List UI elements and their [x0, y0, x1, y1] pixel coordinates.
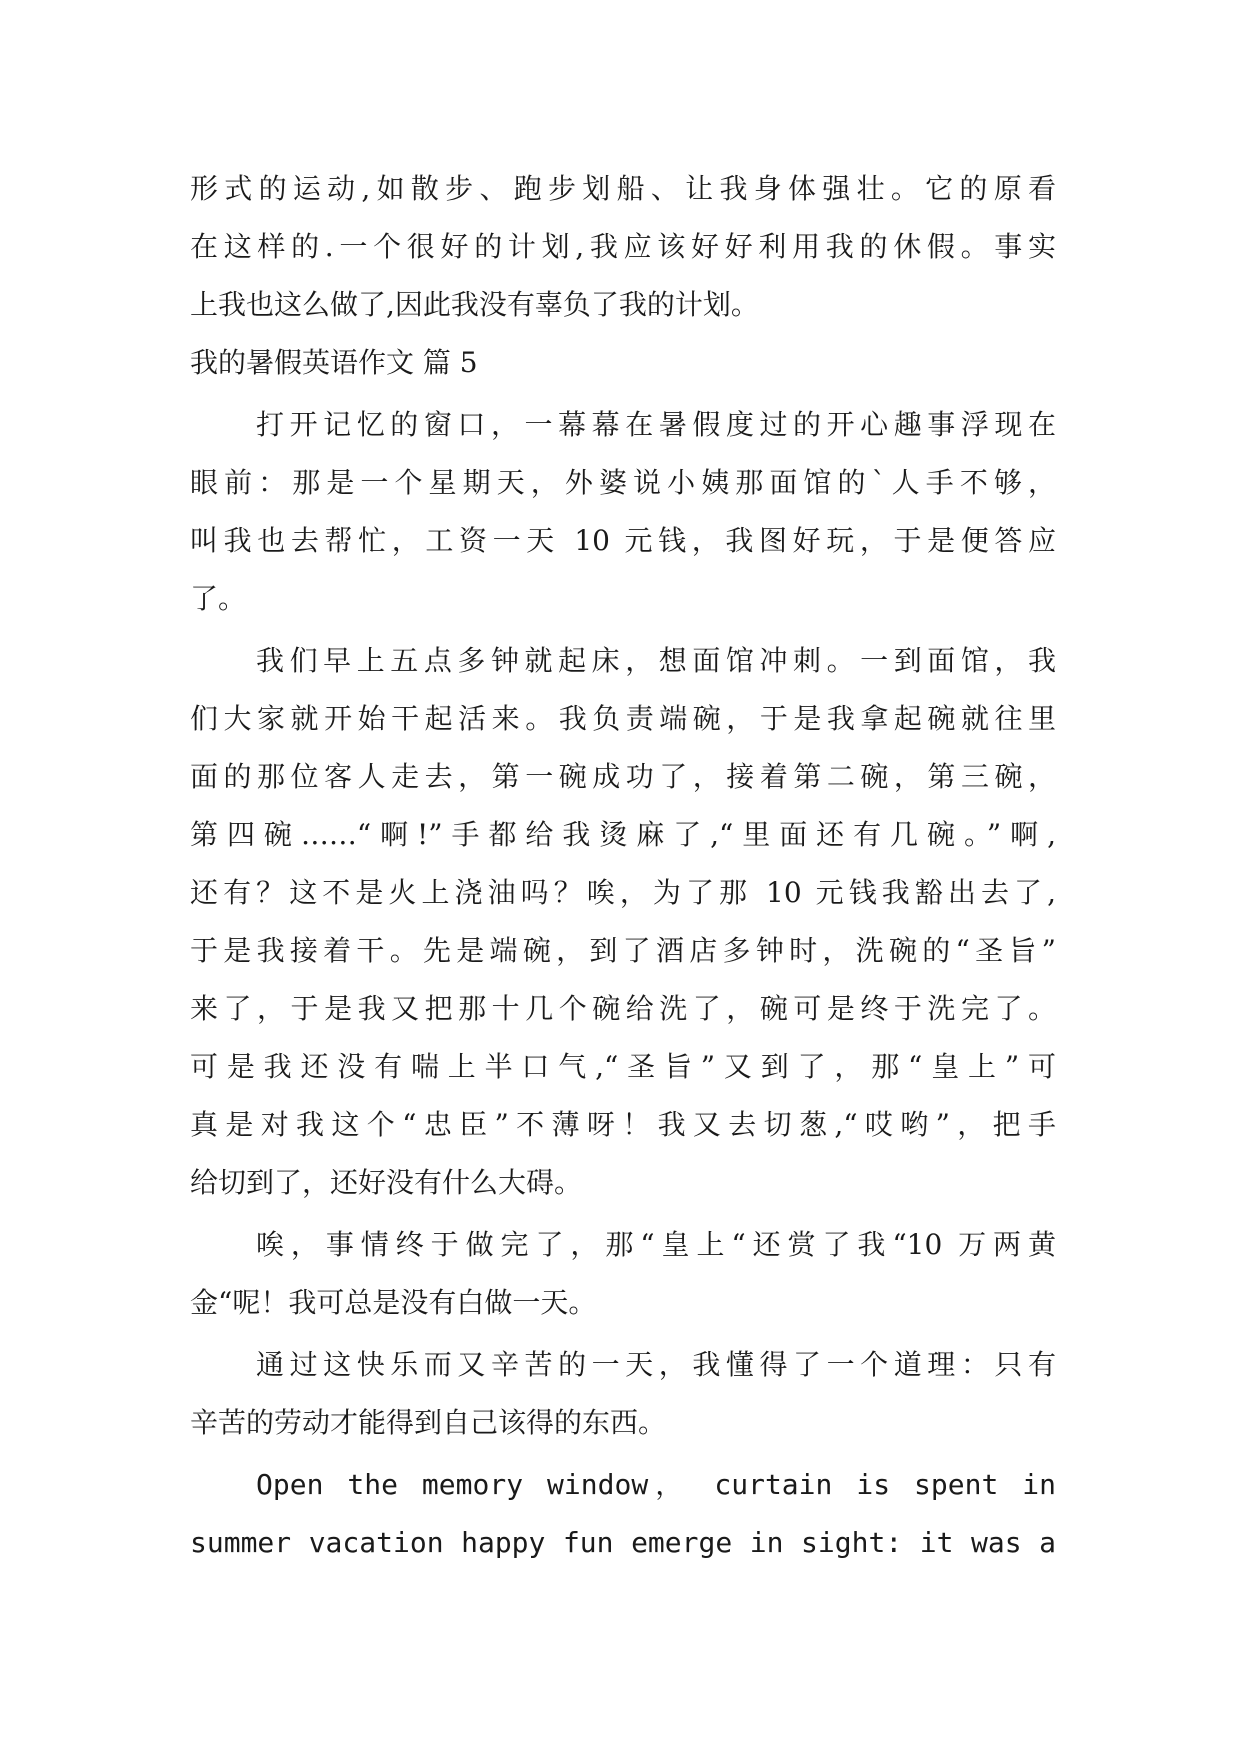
paragraph-line: 真是对我这个“忠臣”不薄呀！我又去切葱,“哎哟”，把手 — [190, 1108, 1056, 1141]
paragraph-line: 于是我接着干。先是端碗，到了酒店多钟时，洗碗的“圣旨” — [190, 934, 1056, 967]
paragraph-line: 金“呢！我可总是没有白做一天。 — [190, 1286, 597, 1319]
paragraph-line: 眼前：那是一个星期天，外婆说小姨那面馆的`人手不够， — [190, 466, 1056, 499]
paragraph-line: 们大家就开始干起活来。我负责端碗，于是我拿起碗就往里 — [190, 702, 1056, 735]
paragraph-line: 辛苦的劳动才能得到自己该得的东西。 — [190, 1406, 667, 1439]
paragraph-line: 第四碗……“啊!”手都给我烫麻了,“里面还有几碗。”啊, — [190, 818, 1056, 851]
section-heading: 我的暑假英语作文 篇 5 — [190, 346, 478, 379]
intro-line: 形式的运动,如散步、跑步划船、让我身体强壮。它的原看 — [190, 172, 1056, 205]
english-paragraph — [190, 1456, 1056, 1572]
paragraph-line: 了。 — [190, 582, 247, 615]
paragraph-line: 唉，事情终于做完了，那“皇上“还赏了我“10 万两黄 — [256, 1228, 1056, 1261]
paragraph-line: 来了，于是我又把那十几个碗给洗了，碗可是终于洗完了。 — [190, 992, 1056, 1025]
paragraph-line: 打开记忆的窗口，一幕幕在暑假度过的开心趣事浮现在 — [256, 408, 1056, 441]
english-line: Open the memory window， curtain is spent in — [256, 1468, 1056, 1501]
paragraph-line: 面的那位客人走去，第一碗成功了，接着第二碗，第三碗， — [190, 760, 1056, 793]
paragraph-line: 叫我也去帮忙，工资一天 10 元钱，我图好玩，于是便答应 — [190, 524, 1056, 557]
intro-line: 在这样的.一个很好的计划,我应该好好利用我的休假。事实 — [190, 230, 1056, 263]
english-line: summer vacation happy fun emerge in sight: it was a — [190, 1526, 1056, 1559]
paragraph — [190, 1336, 1056, 1452]
document-body — [190, 160, 1056, 1572]
paragraph-line: 还有？这不是火上浇油吗？唉，为了那 10 元钱我豁出去了, — [190, 876, 1056, 909]
intro-line: 上我也这么做了,因此我没有辜负了我的计划。 — [190, 288, 759, 321]
paragraph-line: 可是我还没有喘上半口气,“圣旨”又到了，那“皇上”可 — [190, 1050, 1056, 1083]
paragraph-line: 通过这快乐而又辛苦的一天，我懂得了一个道理：只有 — [256, 1348, 1056, 1381]
paragraph-line: 给切到了，还好没有什么大碍。 — [190, 1166, 583, 1199]
paragraph-line: 我们早上五点多钟就起床，想面馆冲刺。一到面馆，我 — [256, 644, 1056, 677]
paragraph — [190, 632, 1056, 1212]
paragraph — [190, 396, 1056, 628]
paragraph — [190, 1216, 1056, 1332]
